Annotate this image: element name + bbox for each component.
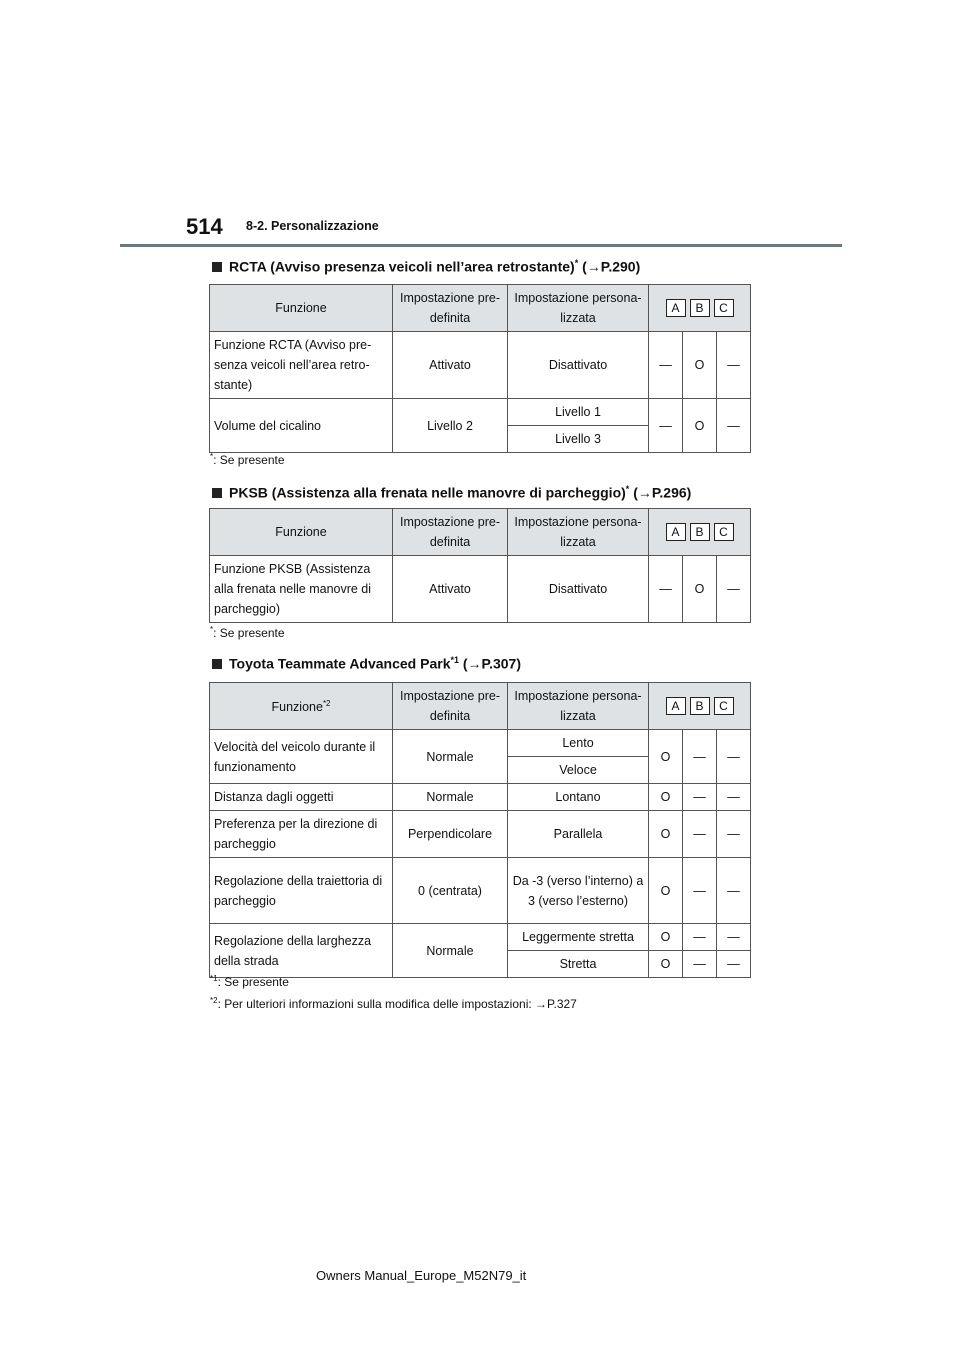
col-abc — [649, 285, 751, 332]
footnote-sup: *1 — [210, 974, 218, 983]
cell-b: O — [683, 556, 717, 623]
cell-default: Perpendicolare — [393, 811, 508, 858]
tap-title: Toyota Teammate Advanced Park — [229, 655, 451, 672]
pksb-title-sup: * — [625, 484, 630, 494]
cell-a: O — [649, 730, 683, 784]
cell-c: — — [717, 811, 751, 858]
footnote-text: : Se presente — [213, 626, 285, 640]
pksb-table — [209, 508, 751, 623]
cell-c: — — [717, 730, 751, 784]
col-custom: Impostazione persona-lizzata — [508, 509, 649, 556]
cell-default: Attivato — [393, 556, 508, 623]
rcta-title-sup: * — [574, 258, 579, 268]
cell-a: O — [649, 858, 683, 924]
pksb-footnote — [210, 625, 285, 640]
table-row — [210, 858, 751, 924]
cell-custom: Parallela — [508, 811, 649, 858]
tap-heading — [212, 655, 521, 672]
rcta-heading — [212, 258, 640, 275]
bullet-square-icon — [212, 488, 222, 498]
pksb-ref: (→P.296) — [633, 484, 692, 501]
cell-custom: Veloce — [508, 757, 649, 784]
cell-b: O — [683, 399, 717, 453]
cell-func: Funzione PKSB (Assistenza alla frenata nelle manovre di parcheggio) — [210, 556, 393, 623]
cell-c: — — [717, 784, 751, 811]
cell-custom: Da -3 (verso l’interno) a 3 (verso l’esterno) — [508, 858, 649, 924]
cell-func: Funzione RCTA (Avviso pre-senza veicoli nell’area retro-stante) — [210, 332, 393, 399]
table-row — [210, 399, 751, 426]
table-row — [210, 556, 751, 623]
rcta-footnote — [210, 452, 285, 467]
tap-title-sup: *1 — [450, 655, 459, 665]
footer: Owners Manual_Europe_M52N79_it — [316, 1268, 527, 1283]
cell-func: Volume del cicalino — [210, 399, 393, 453]
col-funzione-sup: *2 — [322, 699, 331, 709]
page-number: 514 — [186, 214, 223, 239]
table-row — [210, 811, 751, 858]
tap-footnote-1 — [210, 974, 289, 989]
footnote-text: : Per ulteriori informazioni sulla modifica delle impostazioni: →P.327 — [217, 997, 577, 1011]
cell-a: O — [649, 924, 683, 951]
footnote-sup: * — [210, 625, 214, 634]
cell-default: Normale — [393, 730, 508, 784]
rcta-title: RCTA (Avviso presenza veicoli nell’area retrostante) — [229, 258, 575, 275]
cell-b: O — [683, 332, 717, 399]
cell-custom: Disattivato — [508, 332, 649, 399]
footnote-sup: * — [210, 452, 214, 461]
col-b: B — [690, 299, 710, 317]
table-row — [210, 784, 751, 811]
bullet-square-icon — [212, 262, 222, 272]
cell-custom: Lontano — [508, 784, 649, 811]
cell-a: — — [649, 332, 683, 399]
cell-c: — — [717, 924, 751, 951]
cell-default: Normale — [393, 924, 508, 978]
col-funzione — [210, 683, 393, 730]
col-funzione: Funzione — [210, 285, 393, 332]
col-abc — [649, 683, 751, 730]
cell-default: Normale — [393, 784, 508, 811]
cell-a: O — [649, 784, 683, 811]
cell-b: — — [683, 811, 717, 858]
footnote-text: : Se presente — [217, 975, 289, 989]
col-b: B — [690, 523, 710, 541]
col-c: C — [714, 523, 734, 541]
col-abc — [649, 509, 751, 556]
cell-custom: Lento — [508, 730, 649, 757]
cell-func: Preferenza per la direzione di parcheggio — [210, 811, 393, 858]
pksb-title: PKSB (Assistenza alla frenata nelle manovre di parcheggio) — [229, 484, 626, 501]
table-row — [210, 924, 751, 951]
cell-default: Attivato — [393, 332, 508, 399]
col-funzione-label: Funzione — [271, 700, 323, 715]
col-a: A — [666, 299, 686, 317]
cell-func: Regolazione della larghezza della strada — [210, 924, 393, 978]
bullet-square-icon — [212, 659, 222, 669]
cell-b: — — [683, 730, 717, 784]
col-a: A — [666, 523, 686, 541]
cell-c: — — [717, 332, 751, 399]
section-title: 8-2. Personalizzazione — [246, 219, 379, 233]
rcta-ref: (→P.290) — [582, 258, 641, 275]
cell-custom: Leggermente stretta — [508, 924, 649, 951]
cell-default: 0 (centrata) — [393, 858, 508, 924]
cell-custom: Stretta — [508, 951, 649, 978]
col-a: A — [666, 697, 686, 715]
col-custom: Impostazione persona-lizzata — [508, 683, 649, 730]
tap-footnote-2 — [210, 996, 577, 1011]
cell-default: Livello 2 — [393, 399, 508, 453]
cell-a: — — [649, 556, 683, 623]
tap-table — [209, 682, 751, 978]
col-c: C — [714, 697, 734, 715]
cell-custom: Disattivato — [508, 556, 649, 623]
pksb-heading — [212, 484, 691, 501]
cell-b: — — [683, 858, 717, 924]
col-default: Impostazione pre-definita — [393, 509, 508, 556]
col-c: C — [714, 299, 734, 317]
cell-c: — — [717, 399, 751, 453]
cell-c: — — [717, 858, 751, 924]
cell-b: — — [683, 951, 717, 978]
cell-func: Distanza dagli oggetti — [210, 784, 393, 811]
cell-a: O — [649, 811, 683, 858]
table-row — [210, 332, 751, 399]
cell-custom: Livello 3 — [508, 426, 649, 453]
cell-c: — — [717, 556, 751, 623]
col-default: Impostazione pre-definita — [393, 285, 508, 332]
header-rule — [120, 244, 842, 247]
col-funzione: Funzione — [210, 509, 393, 556]
cell-a: O — [649, 951, 683, 978]
cell-c: — — [717, 951, 751, 978]
cell-b: — — [683, 924, 717, 951]
col-b: B — [690, 697, 710, 715]
col-default: Impostazione pre-definita — [393, 683, 508, 730]
cell-b: — — [683, 784, 717, 811]
cell-func: Regolazione della traiettoria di parcheggio — [210, 858, 393, 924]
cell-custom: Livello 1 — [508, 399, 649, 426]
cell-a: — — [649, 399, 683, 453]
table-row — [210, 730, 751, 757]
footnote-text: : Se presente — [213, 453, 285, 467]
rcta-table — [209, 284, 751, 453]
cell-func: Velocità del veicolo durante il funzionamento — [210, 730, 393, 784]
footnote-sup: *2 — [210, 996, 218, 1005]
tap-ref: (→P.307) — [462, 655, 521, 672]
col-custom: Impostazione persona-lizzata — [508, 285, 649, 332]
